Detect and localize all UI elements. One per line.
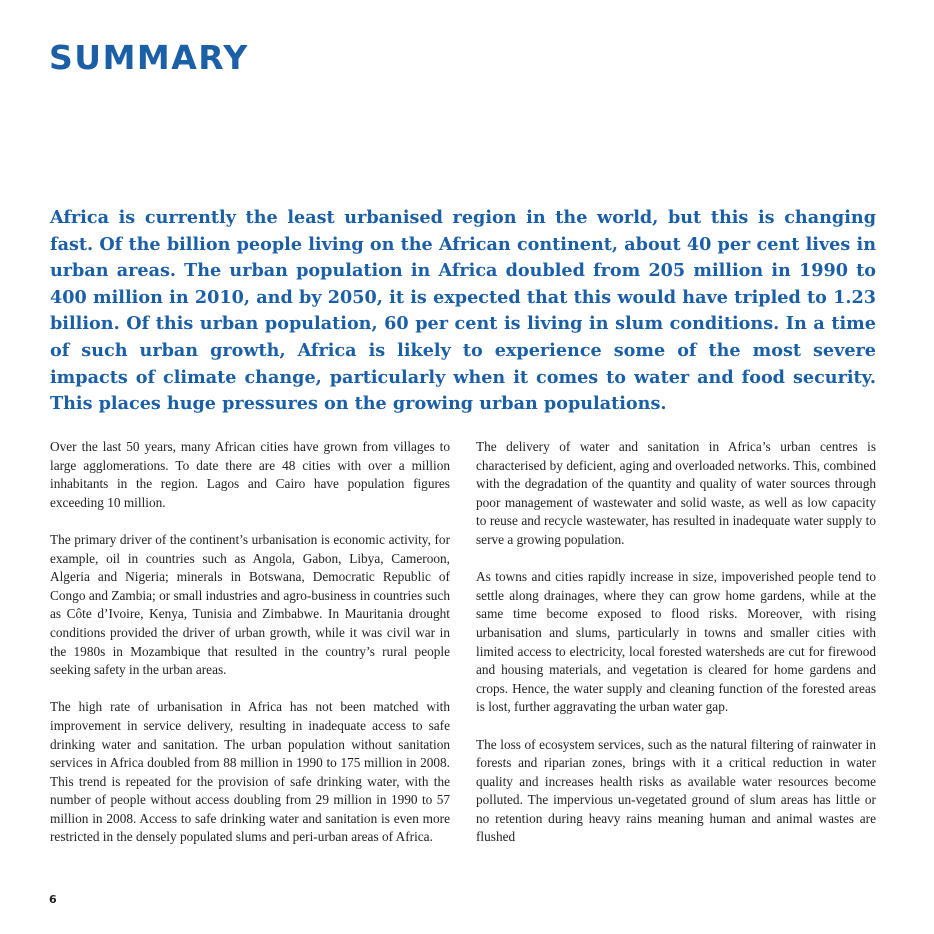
left-text-column — [50, 438, 450, 866]
page-number: 6 — [49, 893, 57, 906]
page-title: SUMMARY — [49, 38, 249, 77]
lead-paragraph: Africa is currently the least urbanised region in the world, but this is changing fast. Of the billion people living on the African continent, about 40 per cent lives in urban areas. The urban population in Africa doubled from 205 million in 1990 to 400 million in 2010, and by 2050, it is expected that this would have tripled to 1.23 billion. Of this urban population, 60 per cent is living in slum conditions. In a time of such urban growth, Africa is likely to experience some of the most severe impacts of climate change, particularly when it comes to water and food security. This places huge pressures on the growing urban populations. — [50, 207, 876, 415]
right-text-column — [476, 438, 876, 866]
body-paragraph: As towns and cities rapidly increase in size, impoverished people tend to settle along drainages, where they can grow home gardens, while at the same time become exposed to flood risks. Moreover, with rising urbanisation and slums, particularly in towns and smaller cities with limited access to electricity, local forested watersheds are cut for firewood and housing materials, and vegetation is cleared for home gardens and crops. Hence, the water supply and cleaning function of the forested areas is lost, further aggravating the urban water gap. — [476, 569, 876, 715]
body-paragraph: The delivery of water and sanitation in Africa’s urban centres is characterised by deficient, aging and overloaded networks. This, combined with the degradation of the quantity and quality of water sources through poor management of wastewater and solid waste, as well as low capacity to reuse and recycle wastewater, has resulted in inadequate water supply to serve a growing population. — [476, 439, 876, 547]
body-paragraph: Over the last 50 years, many African cities have grown from villages to large agglomerations. To date there are 48 cities with over a million inhabitants in the region. Lagos and Cairo have population figures exceeding 10 million. — [50, 439, 450, 510]
body-paragraph: The high rate of urbanisation in Africa has not been matched with improvement in service delivery, resulting in inadequate access to safe drinking water and sanitation. The urban population without sanitation services in Africa doubled from 88 million in 1990 to 175 million in 2008. This trend is repeated for the provision of safe drinking water, with the number of people without access doubling from 29 million in 1990 to 57 million in 2008. Access to safe drinking water and sanitation is even more restricted in the densely populated slums and peri-urban areas of Africa. — [50, 699, 450, 845]
body-paragraph: The primary driver of the continent’s urbanisation is economic activity, for example, oil in countries such as Angola, Gabon, Libya, Cameroon, Algeria and Nigeria; minerals in Botswana, Democratic Republic of Congo and Zambia; or small industries and agro-business in countries such as Côte d’Ivoire, Kenya, Tunisia and Zimbabwe. In Mauritania drought conditions provided the driver of urban growth, while it was civil war in the 1980s in Mozambique that resulted in the country’s rural people seeking safety in the urban areas. — [50, 531, 450, 678]
body-paragraph: The loss of ecosystem services, such as the natural filtering of rainwater in forests and riparian zones, brings with it a critical reduction in water quality and increases health risks as available water resources become polluted. The impervious un-vegetated ground of slum areas has little or no retention during heavy rains meaning human and animal wastes are flushed — [476, 736, 876, 845]
